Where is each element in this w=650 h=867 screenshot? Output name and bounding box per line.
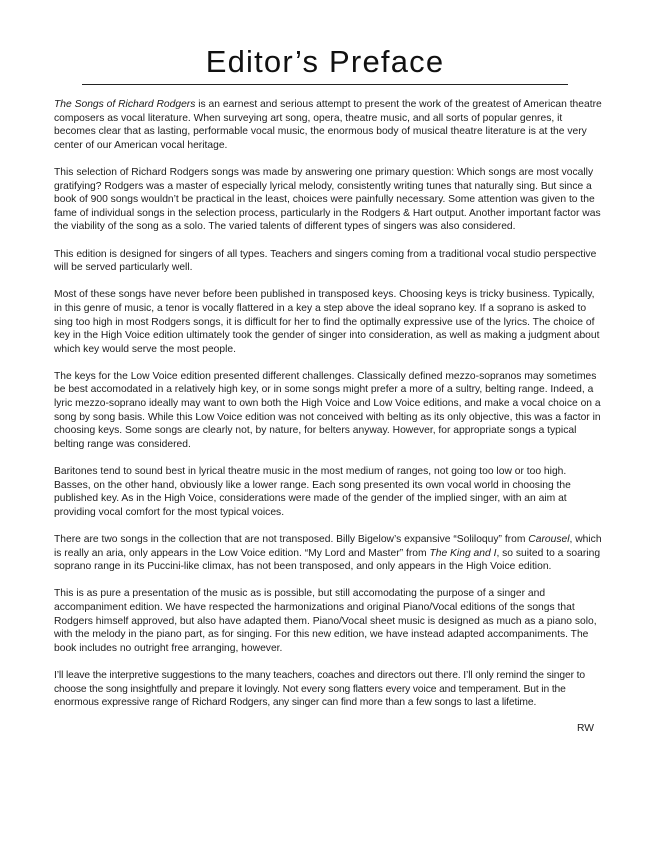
preface-paragraph: [54, 370, 602, 452]
paragraph-text: is an earnest and serious attempt to present the work of the greatest of American theatre composers as vocal literature. When surveying art song, opera, theatre music, and all sorts of popular genres, it becomes clear that as lasting, performable vocal music, the enormous body of musical theatre literature is at the very center of our American vocal heritage.: [54, 99, 602, 151]
preface-paragraph: [54, 669, 602, 710]
preface-paragraph: [54, 465, 602, 519]
preface-paragraph: [54, 248, 602, 275]
title-underline-rule: [82, 84, 568, 85]
paragraph-text: This selection of Richard Rodgers songs was made by answering one primary question: Which songs are most vocally gratifying? Rodgers was a master of especially lyrical melody, consistently writing tunes that naturally sing. But since a book of 900 songs wouldn’t be practical in the least, choices were painfully necessary. Some attention was given to the fame of individual songs in the selection process, particularly in the Rodgers & Hart output. Another important factor was the viability of the song as a solo. The varied talents of different types of singers was also considered.: [54, 166, 601, 233]
preface-body: [54, 98, 602, 723]
italic-title-text: Carousel: [528, 534, 570, 545]
paragraph-text: , so suited to a soaring soprano range in its Puccini-like climax, has not been transposed, and only appears in the High Voice edition.: [54, 547, 601, 573]
paragraph-text: This is as pure a presentation of the music as is possible, but still accomodating the purpose of a singer and accompaniment edition. We have respected the harmonizations and original Piano/Vocal editions of the songs that Rodgers himself approved, but also have adapted them. Piano/Vocal sheet music is designed as much as a piano solo, with the melody in the piano part, as for singing. For this new edition, we have instead adapted accompaniments. The book includes no outright free arranging, however.: [54, 588, 597, 654]
preface-paragraph: [54, 587, 602, 655]
italic-title-text: The King and I: [429, 547, 497, 559]
author-initials: RW: [577, 723, 594, 734]
preface-paragraph: [54, 288, 602, 356]
paragraph-text: This edition is designed for singers of all types. Teachers and singers coming from a traditional vocal studio perspective will be served particularly well.: [54, 248, 597, 274]
paragraph-text: Most of these songs have never before been published in transposed keys. Choosing keys is tricky business. Typically, in this genre of music, a tenor is vocally flattered in a key a step above the ideal soprano key. If a soprano is asked to sing too high in most Rodgers songs, it is difficult for her to find the optimally expressive use of the lyrics. The choice of key in the High Voice edition ultimately took the gender of singer into consideration, as well as making a judgment about which key would serve the most people.: [54, 289, 600, 355]
italic-title-text: The Songs of Richard Rodgers: [54, 99, 196, 110]
paragraph-text: I’ll leave the interpretive suggestions to the many teachers, coaches and directors out there. I’ll only remind the singer to choose the song insightfully and prepare it lovingly. Not every song flatters every voice and temperament. But in the enormous expressive range of Richard Rodgers, any singer can find more than a few songs to last a lifetime.: [54, 669, 586, 709]
paragraph-text: The keys for the Low Voice edition presented different challenges. Classically defined mezzo-sopranos may sometimes be best accomodated in a relatively high key, or in some songs might prefer a more of a sultry, belting range. Indeed, a lyric mezzo-soprano ideally may want to own both the High Voice and Low Voice editions, and make a vocal choice on a song by song basis. While this Low Voice edition was not conceived with belting as its only objective, this was a factor in choosing keys. Some songs are clearly not, by nature, for belters anyway. However, for appropriate songs a typical belting range was considered.: [54, 370, 601, 450]
preface-paragraph: [54, 98, 602, 152]
paragraph-text: Baritones tend to sound best in lyrical theatre music in the most medium of ranges, not going too low or too high. Basses, on the other hand, obviously like a lower range. Each song presented its own vocal world in choosing the published key. As in the High Voice, considerations were made of the gender of the implied singer, with an aim at providing vocal comfort for the most typical voices.: [54, 466, 571, 518]
paragraph-text: , which is really an aria, only appears in the Low Voice edition. “My Lord and Master” from: [54, 534, 602, 559]
paragraph-text: There are two songs in the collection that are not transposed. Billy Bigelow’s expansive “Soliloquy” from: [54, 534, 529, 545]
preface-paragraph: [54, 166, 602, 234]
page-title: Editor’s Preface: [205, 44, 445, 79]
preface-paragraph: [54, 533, 602, 574]
